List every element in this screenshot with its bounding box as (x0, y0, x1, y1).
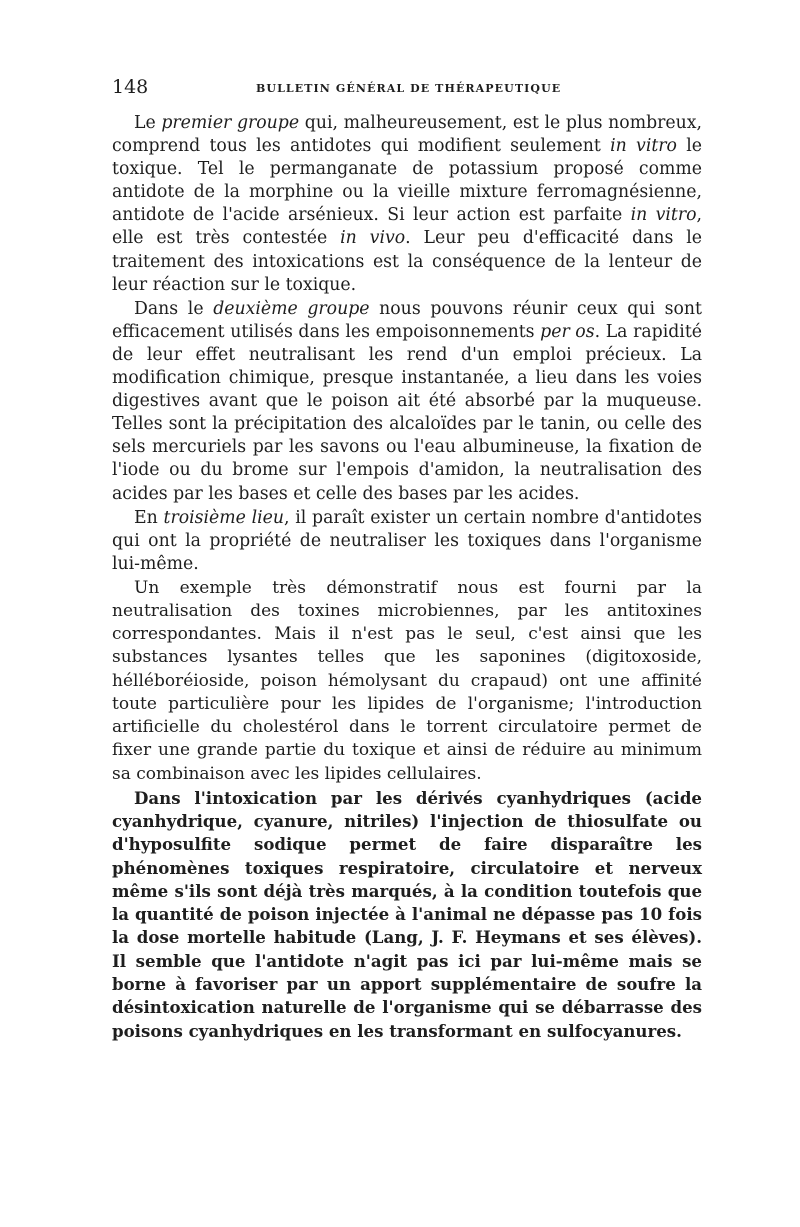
running-title: BULLETIN GÉNÉRAL DE THÉRAPEUTIQUE (256, 82, 562, 95)
text-run: nous pouvons réunir ceux qui sont efficacement utilisés dans les empoisonnements (112, 298, 702, 342)
page-header (112, 76, 702, 100)
paragraph-deuxieme-groupe (112, 298, 702, 506)
page-number: 148 (112, 76, 149, 98)
text-run: En (134, 507, 164, 528)
text-run: Dans le (134, 298, 214, 319)
italic-text: deuxième groupe (213, 298, 370, 319)
text-run: . Leur peu d'efficacité dans le traitement des intoxications est la conséquence de la lenteur de leur réaction sur le toxique. (112, 228, 703, 295)
paragraph-intoxication-cyanhydrique (112, 787, 702, 1043)
italic-text: premier groupe (161, 113, 300, 133)
paragraph-exemple (112, 577, 702, 786)
text-run: , elle est très contestée (112, 205, 702, 249)
body-text (112, 112, 702, 1043)
text-run: . La rapidité de leur effet neutralisant les rend d'un emploi précieux. La modification chimique, presque instantanée, a lieu dans les voies digestives avant que le poison ait été absorbé par la muqueuse. Telles sont la précipitation des alcaloïdes par le tanin, ou celle des sels mercuriels par les savons ou l'eau albumineuse, la fixation de l'iode ou du brome sur l'empois d'amidon, la neutralisation des acides par les bases et celle des bases par les acides. (112, 321, 702, 504)
italic-text: in vitro (610, 136, 677, 157)
italic-text: per os (540, 321, 595, 342)
text-run: , il paraît exister un certain nombre d'antidotes qui ont la propriété de neutraliser les toxiques dans l'organisme lui-même. (112, 507, 702, 574)
italic-text: in vivo (340, 228, 406, 249)
italic-text: troisième lieu (163, 507, 285, 528)
paragraph-premier-groupe (112, 112, 702, 297)
text-run: qui, malheureusement, est le plus nombreux, comprend tous les antidotes qui modifient seulement (112, 113, 703, 157)
text-run: Le (134, 113, 162, 133)
paragraph-troisieme-lieu (112, 507, 702, 576)
text-run: Dans l'intoxication par les dérivés cyanhydriques (acide cyanhydrique, cyanure, nitriles) l'injection de thiosulfate ou d'hyposulfite sodique permet de faire disparaître les phénomènes toxiques respiratoire, circulatoire et nerveux même s'ils sont déjà très marqués, à la condition toutefois que la quantité de poison injectée à l'animal ne dépasse pas 10 fois la dose mortelle habitude (Lang, J. F. Heymans et ses élèves). Il semble que l'antidote n'agit pas ici par lui-même mais se borne à favoriser par un apport supplémentaire de soufre la désintoxication naturelle de l'organisme qui se débarrasse des poisons cyanhydriques en les transformant en sulfocyanures. (112, 787, 702, 1041)
italic-text: in vitro (630, 205, 697, 226)
text-run: Un exemple très démonstratif nous est fourni par la neutralisation des toxines microbiennes, par les antitoxines correspondantes. Mais il n'est pas le seul, c'est ainsi que les substances lysantes telles que les saponines (digitoxoside, hélléboréioside, poison hémolysant du crapaud) ont une affinité toute particulière pour les lipides de l'organisme; l'introduction artificielle du cholestérol dans le torrent circulatoire permet de fixer une grande partie du toxique et ainsi de réduire au minimum sa combinaison avec les lipides cellulaires. (112, 577, 702, 784)
text-run: le toxique. Tel le permanganate de potassium proposé comme antidote de la morphine ou la vieille mixture ferromagnésienne, antidote de l'acide arsénieux. Si leur action est parfaite (112, 136, 702, 226)
